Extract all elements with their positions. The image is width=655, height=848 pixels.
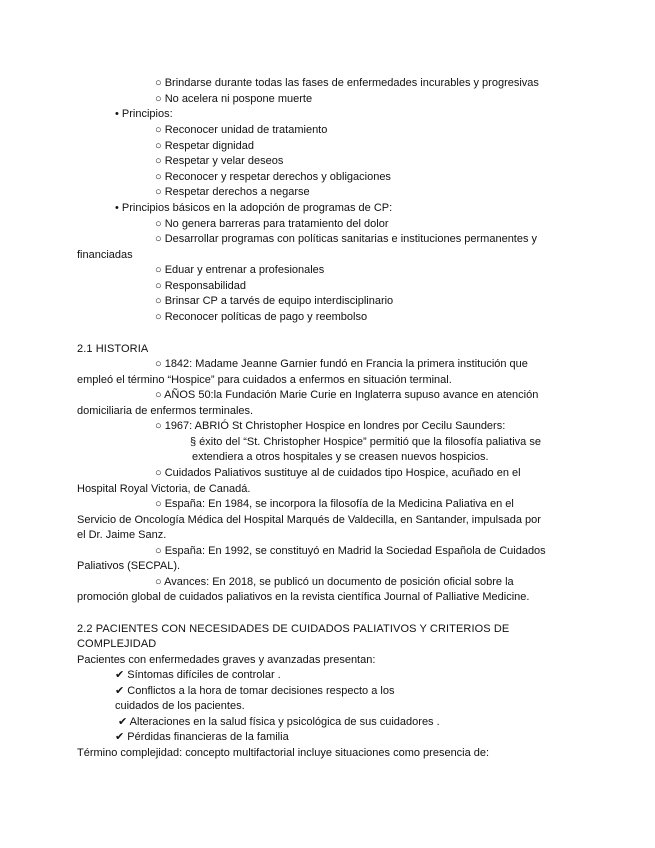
basicos-item-3: ○ Eduar y entrenar a profesionales bbox=[155, 264, 325, 276]
principios-heading: • Principios: bbox=[115, 108, 173, 120]
basicos-item-5: ○ Brinsar CP a tarvés de equipo interdisciplinario bbox=[155, 295, 394, 307]
pacientes-heading-a: 2.2 PACIENTES CON NECESIDADES DE CUIDADOS PALIATIVOS Y CRITERIOS DE bbox=[77, 623, 510, 635]
basicos-item-6: ○ Reconocer políticas de pago y reembolso bbox=[155, 311, 368, 323]
historia-1842-b: empleó el término “Hospice” para cuidados a enfermos en situación terminal. bbox=[77, 374, 452, 386]
historia-1992-b: Paliativos (SECPAL). bbox=[77, 560, 181, 572]
basicos-item-2a: ○ Desarrollar programas con políticas sanitarias e instituciones permanentes y bbox=[155, 233, 538, 245]
historia-1967-a: ○ 1967: ABRIÓ St Christopher Hospice en londres por Cecilu Saunders: bbox=[155, 420, 506, 432]
historia-50-b: domiciliaria de enfermos terminales. bbox=[77, 405, 254, 417]
historia-1967-b: § éxito del “St. Christopher Hospice” permitió que la filosofía paliativa se bbox=[190, 436, 541, 448]
historia-heading: 2.1 HISTORIA bbox=[77, 343, 149, 355]
criterio-4: ✔ Pérdidas financieras de la familia bbox=[115, 731, 289, 743]
pacientes-closing: Término complejidad: concepto multifactorial incluye situaciones como presencia de: bbox=[77, 747, 490, 759]
intro-item-1: ○ Brindarse durante todas las fases de enfermedades incurables y progresivas bbox=[155, 77, 539, 89]
basicos-item-4: ○ Responsabilidad bbox=[155, 280, 247, 292]
pacientes-heading-b: COMPLEJIDAD bbox=[77, 638, 157, 650]
historia-50-a: ○ AÑOS 50:la Fundación Marie Curie en Inglaterra supuso avance en atención bbox=[155, 389, 539, 401]
historia-1992-a: ○ España: En 1992, se constituyó en Madrid la Sociedad Española de Cuidados bbox=[155, 545, 546, 557]
basicos-heading: • Principios básicos en la adopción de programas de CP: bbox=[115, 202, 393, 214]
criterio-2a: ✔ Conflictos a la hora de tomar decisiones respecto a los bbox=[115, 685, 395, 697]
criterio-1: ✔ Síntomas difíciles de controlar . bbox=[115, 669, 281, 681]
criterio-3: ✔ Alteraciones en la salud física y psicológica de sus cuidadores . bbox=[118, 716, 440, 728]
historia-cp-a: ○ Cuidados Paliativos sustituye al de cuidados tipo Hospice, acuñado en el bbox=[155, 467, 521, 479]
criterio-2b: cuidados de los pacientes. bbox=[115, 700, 245, 712]
basicos-item-1: ○ No genera barreras para tratamiento del dolor bbox=[155, 218, 389, 230]
historia-2018-a: ○ Avances: En 2018, se publicó un documento de posición oficial sobre la bbox=[155, 576, 514, 588]
basicos-item-2b: financiadas bbox=[77, 249, 133, 261]
historia-1984-a: ○ España: En 1984, se incorpora la filosofía de la Medicina Paliativa en el bbox=[155, 498, 514, 510]
intro-item-2: ○ No acelera ni pospone muerte bbox=[155, 93, 313, 105]
pacientes-intro: Pacientes con enfermedades graves y avanzadas presentan: bbox=[77, 654, 376, 666]
principios-item-4: ○ Reconocer y respetar derechos y obligaciones bbox=[155, 171, 391, 183]
historia-1984-c: el Dr. Jaime Sanz. bbox=[77, 529, 167, 541]
historia-1842-a: ○ 1842: Madame Jeanne Garnier fundó en Francia la primera institución que bbox=[155, 358, 528, 370]
historia-2018-b: promoción global de cuidados paliativos en la revista científica Journal of Palliative Medicine. bbox=[77, 591, 530, 603]
principios-item-1: ○ Reconocer unidad de tratamiento bbox=[155, 124, 328, 136]
historia-cp-b: Hospital Royal Victoria, de Canadá. bbox=[77, 483, 251, 495]
principios-item-5: ○ Respetar derechos a negarse bbox=[155, 186, 310, 198]
principios-item-2: ○ Respetar dignidad bbox=[155, 140, 254, 152]
historia-1984-b: Servicio de Oncología Médica del Hospital Marqués de Valdecilla, en Santander, impulsada por bbox=[77, 514, 541, 526]
principios-item-3: ○ Respetar y velar deseos bbox=[155, 155, 284, 167]
historia-1967-c: extendiera a otros hospitales y se creasen nuevos hospicios. bbox=[192, 451, 489, 463]
